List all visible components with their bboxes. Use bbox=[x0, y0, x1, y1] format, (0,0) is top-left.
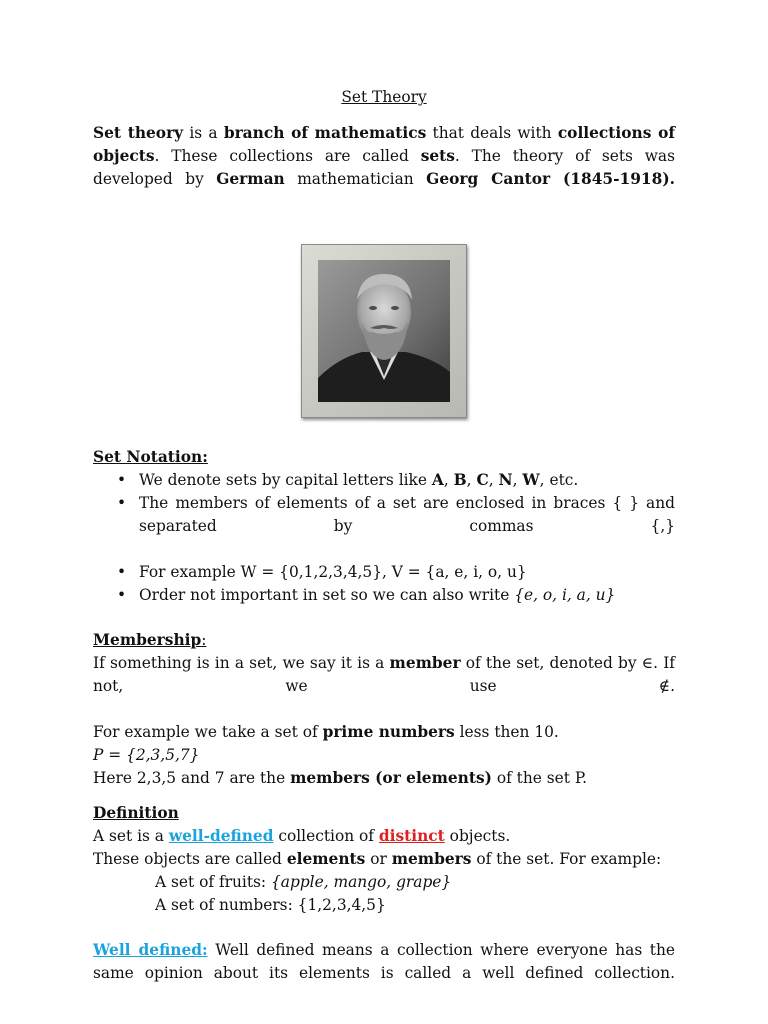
membership-line: For example we take a set of prime numbers less then 10. bbox=[93, 723, 559, 741]
intro-paragraph: Set theory is a branch of mathematics that deals with collections of objects. These collections are called sets. The theory of sets was developed by German mathematician Georg Cantor (1845-1918). bbox=[93, 124, 675, 188]
cantor-name: Georg Cantor (1845-1918). bbox=[426, 170, 675, 188]
list-item: • For example W = {0,1,2,3,4,5}, V = {a, e, i, o, u} bbox=[139, 561, 675, 584]
definition-line: These objects are called elements or members of the set. For example: bbox=[93, 850, 662, 868]
well-defined-paragraph: Well defined: Well defined means a collection where everyone has the same opinion about its elements is called a well defined collection. bbox=[93, 941, 675, 982]
membership-line: If something is in a set, we say it is a member of the set, denoted by ∈. If not, we use ∉. bbox=[93, 654, 675, 695]
list-item: • Order not important in set so we can also write {e, o, i, a, u} bbox=[139, 584, 675, 607]
set-notation-heading: Set Notation: bbox=[93, 448, 208, 466]
portrait-container bbox=[93, 244, 675, 418]
definition-heading: Definition bbox=[93, 804, 179, 822]
list-item: • We denote sets by capital letters like A, B, C, N, W, etc. bbox=[139, 469, 675, 492]
membership-line: Here 2,3,5 and 7 are the members (or elements) of the set P. bbox=[93, 769, 587, 787]
document-page bbox=[93, 84, 675, 1008]
example-numbers: A set of numbers: {1,2,3,4,5} bbox=[155, 896, 386, 914]
term-set-theory: Set theory bbox=[93, 124, 184, 142]
math-expression: {e, o, i, a, u} bbox=[514, 586, 616, 604]
membership-heading: Membership: bbox=[93, 631, 207, 649]
distinct-link[interactable]: distinct bbox=[378, 827, 445, 845]
well-defined-label[interactable]: Well defined: bbox=[93, 941, 208, 959]
set-notation-list bbox=[93, 469, 675, 607]
portrait-frame bbox=[301, 244, 467, 418]
portrait-photo bbox=[318, 260, 450, 402]
well-defined-link[interactable]: well-defined bbox=[168, 827, 274, 845]
definition-line: A set is a well-defined collection of distinct objects. bbox=[93, 827, 511, 845]
page-title: Set Theory bbox=[341, 88, 427, 106]
math-expression: P = {2,3,5,7} bbox=[93, 746, 200, 764]
math-expression: {apple, mango, grape} bbox=[271, 873, 452, 891]
list-item: • The members of elements of a set are enclosed in braces { } and separated by commas {,} bbox=[139, 492, 675, 561]
example-fruits: A set of fruits: {apple, mango, grape} bbox=[155, 873, 452, 891]
